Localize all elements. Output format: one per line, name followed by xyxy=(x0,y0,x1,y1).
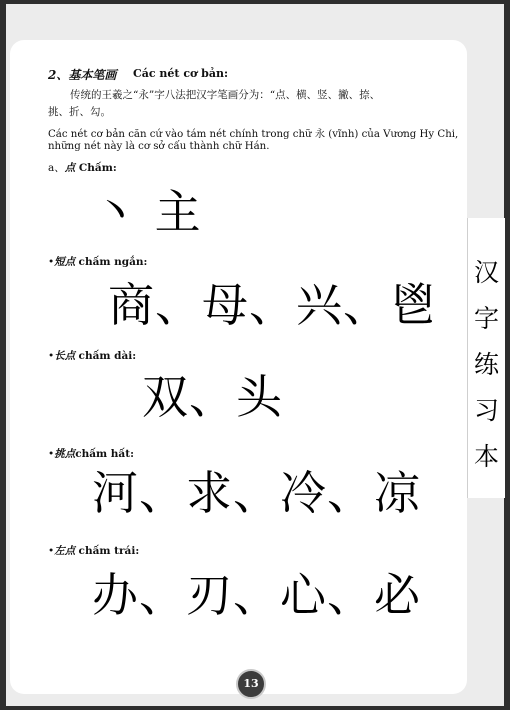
bullet: • xyxy=(48,448,55,460)
intro-cn-line2: 挑、折、勾。 xyxy=(48,106,111,118)
stroke-label-cn: 挑点 xyxy=(54,448,76,460)
stroke-examples: 商、母、兴、鬯 xyxy=(108,278,437,332)
stroke-examples: 河、求、冷、凉 xyxy=(92,466,421,520)
stroke-label-cn: 左点 xyxy=(54,545,76,557)
page-number: 13 xyxy=(236,669,266,699)
side-tab-char: 字 xyxy=(473,304,499,333)
stroke-examples: 双、头 xyxy=(142,370,283,424)
side-tab-char: 练 xyxy=(473,350,499,379)
subsection-prefix: a、 xyxy=(48,162,65,174)
intro-vi-line2: những nét này là cơ sở cấu thành chữ Hán. xyxy=(48,141,270,152)
stroke-label-vi: chấm ngắn: xyxy=(78,256,148,268)
stroke-label-cn: 长点 xyxy=(54,350,76,362)
stroke-examples: 办、刃、心、必 xyxy=(92,568,421,622)
section-heading-cn: 2、基本笔画 xyxy=(48,68,117,82)
intro-cn-line1: 传统的王羲之“永”字八法把汉字笔画分为：“点、横、竖、撇、捺、 xyxy=(70,89,381,101)
stroke-label xyxy=(48,543,139,558)
section-heading-vi: Các nét cơ bản: xyxy=(133,67,229,80)
subsection-label-vi: Chấm: xyxy=(78,162,117,174)
stroke-label-vi: chấm trái: xyxy=(78,545,140,557)
subsection-label-cn: 点 xyxy=(64,162,76,174)
intro-vi-line1: Các nét cơ bản căn cứ vào tám nét chính trong chữ 永 (vĩnh) của Vương Hy Chi, xyxy=(48,129,459,140)
stroke-label-vi: chấm dài: xyxy=(78,350,137,362)
bullet: • xyxy=(48,350,55,362)
example-dot-zhu: 丶 主 xyxy=(92,185,202,239)
bullet: • xyxy=(48,256,55,268)
stroke-label-cn: 短点 xyxy=(54,256,76,268)
stroke-label-vi: chấm hất: xyxy=(75,448,134,460)
side-tab-char: 习 xyxy=(473,396,499,425)
stroke-label xyxy=(48,254,147,269)
stroke-label xyxy=(48,446,134,461)
side-tab-char: 汉 xyxy=(473,258,499,287)
side-tab xyxy=(467,218,505,498)
bullet: • xyxy=(48,545,55,557)
subsection-label xyxy=(48,160,117,175)
side-tab-char: 本 xyxy=(473,442,499,471)
stroke-label xyxy=(48,348,136,363)
